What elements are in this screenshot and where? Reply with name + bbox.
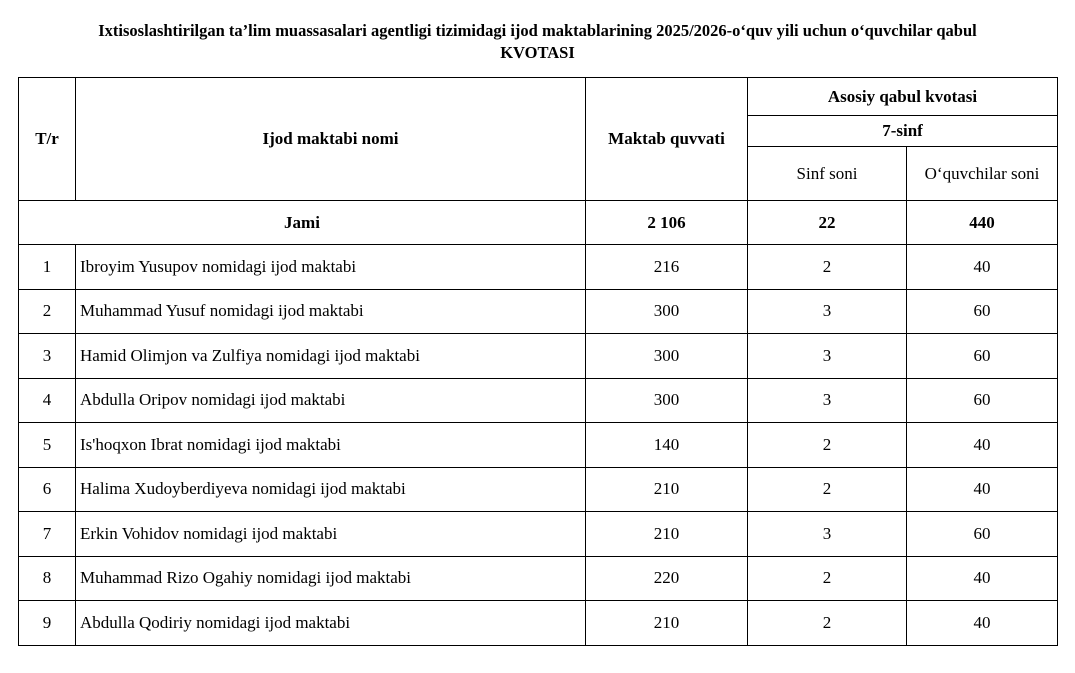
total-row [19,201,1058,245]
row-number: 3 [19,334,76,379]
row-school-name: Muhammad Yusuf nomidagi ijod maktabi [76,289,586,334]
row-student-count: 40 [907,245,1058,290]
row-capacity: 300 [586,378,748,423]
row-class-count: 2 [748,423,907,468]
table-row [19,423,1058,468]
header-student-count: O‘quvchilar soni [907,147,1058,201]
row-student-count: 40 [907,556,1058,601]
row-class-count: 3 [748,512,907,557]
total-classes: 22 [748,201,907,245]
row-class-count: 3 [748,334,907,379]
table-header [19,78,1058,201]
table-body [19,201,1058,646]
row-student-count: 60 [907,512,1058,557]
row-class-count: 2 [748,556,907,601]
row-school-name: Abdulla Oripov nomidagi ijod maktabi [76,378,586,423]
row-number: 1 [19,245,76,290]
row-number: 7 [19,512,76,557]
row-class-count: 2 [748,245,907,290]
row-capacity: 210 [586,467,748,512]
row-school-name: Hamid Olimjon va Zulfiya nomidagi ijod maktabi [76,334,586,379]
row-school-name: Muhammad Rizo Ogahiy nomidagi ijod maktabi [76,556,586,601]
header-number: T/r [19,78,76,201]
row-school-name: Erkin Vohidov nomidagi ijod maktabi [76,512,586,557]
header-class-count: Sinf soni [748,147,907,201]
total-label: Jami [19,201,586,245]
header-grade: 7-sinf [748,116,1058,147]
quota-table [18,77,1058,646]
row-class-count: 2 [748,467,907,512]
row-capacity: 210 [586,601,748,646]
row-number: 5 [19,423,76,468]
row-number: 8 [19,556,76,601]
row-number: 9 [19,601,76,646]
table-row [19,556,1058,601]
row-capacity: 220 [586,556,748,601]
row-student-count: 60 [907,378,1058,423]
table-row [19,245,1058,290]
row-class-count: 2 [748,601,907,646]
total-capacity: 2 106 [586,201,748,245]
row-school-name: Is'hoqxon Ibrat nomidagi ijod maktabi [76,423,586,468]
row-student-count: 60 [907,334,1058,379]
row-student-count: 60 [907,289,1058,334]
total-students: 440 [907,201,1058,245]
header-school-name: Ijod maktabi nomi [76,78,586,201]
row-number: 2 [19,289,76,334]
header-main-quota: Asosiy qabul kvotasi [748,78,1058,116]
table-row [19,334,1058,379]
header-school-capacity: Maktab quvvati [586,78,748,201]
row-number: 6 [19,467,76,512]
row-capacity: 140 [586,423,748,468]
row-student-count: 40 [907,467,1058,512]
title-line-2: KVOTASI [500,43,575,62]
table-row [19,289,1058,334]
row-capacity: 210 [586,512,748,557]
row-number: 4 [19,378,76,423]
document-title [0,20,1075,64]
row-class-count: 3 [748,378,907,423]
row-school-name: Ibroyim Yusupov nomidagi ijod maktabi [76,245,586,290]
row-class-count: 3 [748,289,907,334]
title-line-1: Ixtisoslashtirilgan ta’lim muassasalari agentligi tizimidagi ijod maktablarining 2025/2026-o‘quv yili uchun o‘quvchilar qabul [98,21,977,40]
row-capacity: 300 [586,289,748,334]
table-row [19,601,1058,646]
row-student-count: 40 [907,423,1058,468]
row-school-name: Halima Xudoyberdiyeva nomidagi ijod maktabi [76,467,586,512]
row-school-name: Abdulla Qodiriy nomidagi ijod maktabi [76,601,586,646]
row-capacity: 300 [586,334,748,379]
table-row [19,378,1058,423]
table-row [19,512,1058,557]
row-capacity: 216 [586,245,748,290]
table-row [19,467,1058,512]
row-student-count: 40 [907,601,1058,646]
